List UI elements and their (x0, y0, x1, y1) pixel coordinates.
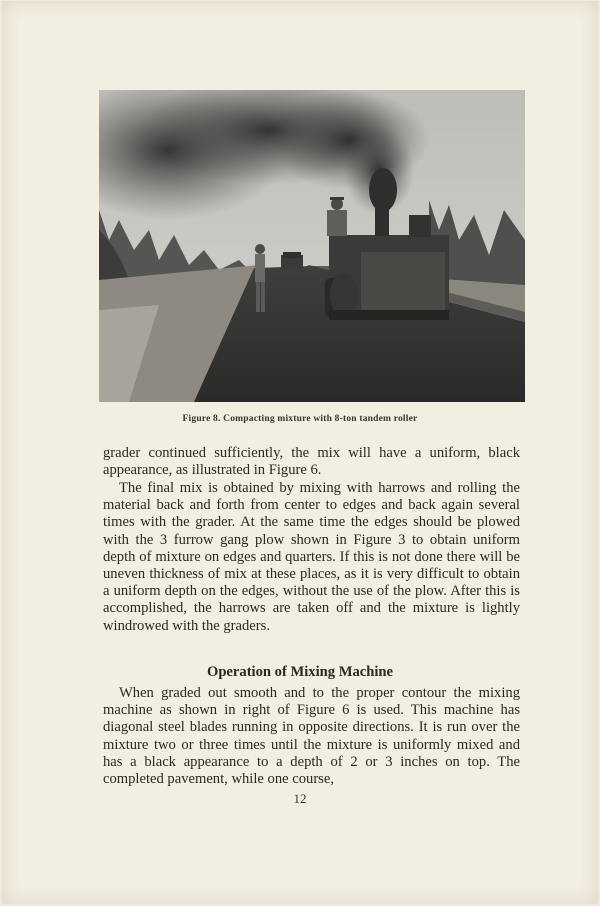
document-page (2, 1, 598, 904)
figure-photo (99, 90, 525, 402)
paragraph-mixing-machine (103, 685, 520, 788)
page-number: 12 (293, 791, 307, 806)
paragraph-text: When graded out smooth and to the proper contour the mixing machine as shown in right of Figure 6 is used. This machine has diagonal steel blades running in opposite directions. It is run over the mixture two or three times until the mixture is uniformly mixed and has a black appearance to a depth of 2 or 3 inches on top. The completed pavement, while one course, (103, 685, 520, 788)
paragraph-final-mix (103, 480, 520, 635)
figure-caption: Figure 8. Compacting mixture with 8-ton tandem roller (182, 414, 418, 424)
paragraph-text: The final mix is obtained by mixing with harrows and rolling the material back and forth from center to edges and back again several times with the grader. At the same time the edges should be plowed with the 3 furrow gang plow shown in Figure 3 to obtain uniform depth of mixture on edges and quarters. If this is not done there will be uneven thickness of mix at these places, as it is very difficult to obtain a uniform depth on the edges, without the use of the plow. After this is accomplished, the harrows are taken off and the mixture is lightly windrowed with the graders. (103, 480, 520, 634)
paragraph-continued (103, 445, 520, 479)
paragraph-text: grader continued sufficiently, the mix will have a uniform, black appearance, as illustrated in Figure 6. (103, 445, 520, 479)
section-heading: Operation of Mixing Machine (206, 664, 394, 680)
